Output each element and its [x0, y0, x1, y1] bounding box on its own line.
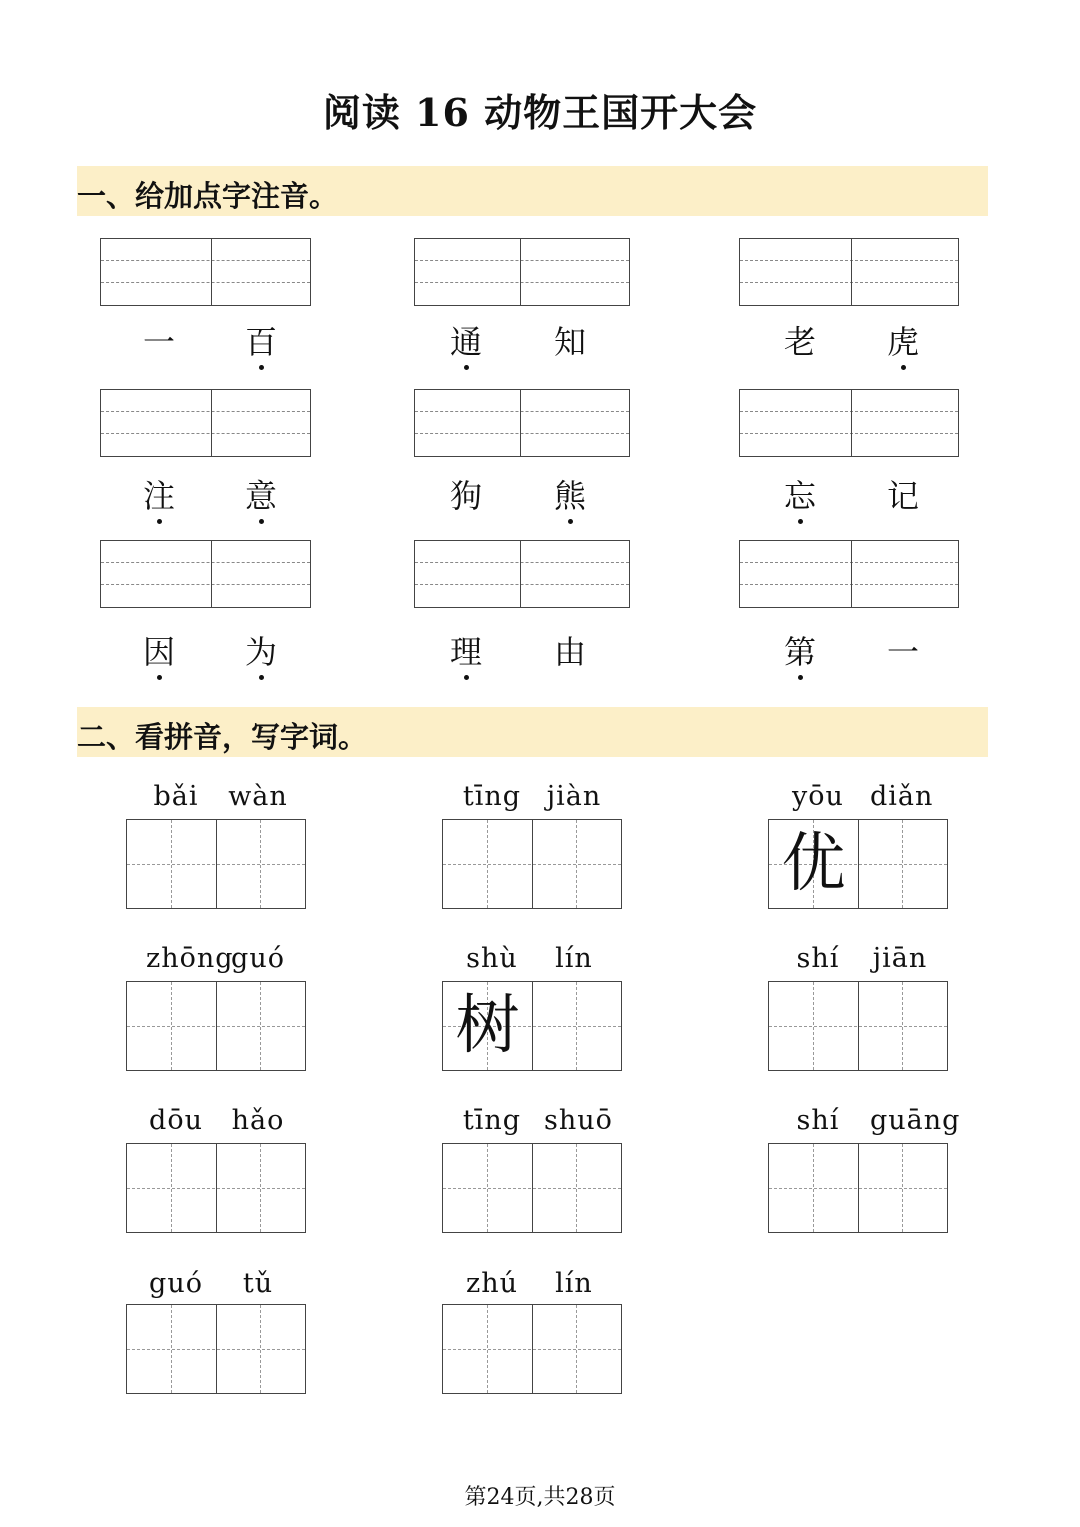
pinyin-answer-box[interactable] — [100, 238, 311, 306]
pinyin-label: yōu — [792, 781, 844, 812]
dotted-character: 通 — [436, 322, 496, 362]
pinyin-label: shù — [466, 943, 518, 974]
writing-grid[interactable] — [442, 1304, 622, 1394]
pinyin-answer-box[interactable] — [414, 389, 630, 457]
pinyin-answer-box[interactable] — [739, 238, 959, 306]
section-1-header — [77, 166, 988, 216]
pinyin-answer-box[interactable] — [100, 389, 311, 457]
writing-grid[interactable] — [126, 819, 306, 909]
pinyin-label: lín — [555, 1268, 593, 1299]
writing-grid[interactable] — [768, 1143, 948, 1233]
dotted-character: 意 — [231, 476, 291, 516]
dotted-character: 注 — [129, 476, 189, 516]
writing-grid[interactable] — [442, 819, 622, 909]
writing-grid[interactable] — [126, 1143, 306, 1233]
pinyin-label: bǎi — [153, 781, 199, 812]
pinyin-label: guó — [149, 1268, 203, 1299]
dotted-character: 理 — [436, 632, 496, 672]
pinyin-label: shuō — [544, 1105, 613, 1136]
dotted-character: 因 — [129, 632, 189, 672]
written-character: 树 — [455, 989, 520, 1063]
word-character: 一 — [142, 323, 175, 361]
writing-grid[interactable] — [768, 819, 948, 909]
section-1-heading: 一、给加点字注音。 — [77, 179, 339, 213]
writing-grid[interactable] — [768, 981, 948, 1071]
dotted-character: 虎 — [873, 322, 933, 362]
dotted-character: 第 — [770, 632, 830, 672]
word-character: 一 — [886, 633, 919, 671]
pinyin-label: diǎn — [870, 781, 934, 812]
pinyin-label: dōu — [149, 1105, 203, 1136]
pinyin-label: guó — [231, 943, 285, 974]
pinyin-answer-box[interactable] — [100, 540, 311, 608]
pinyin-label: shí — [796, 1105, 840, 1136]
pinyin-answer-box[interactable] — [414, 238, 630, 306]
pinyin-label: jiàn — [546, 781, 602, 812]
pinyin-label: tīng — [462, 781, 522, 812]
pinyin-label: tǔ — [242, 1268, 274, 1299]
written-character: 优 — [781, 827, 846, 901]
dotted-character: 为 — [231, 632, 291, 672]
word-character: 知 — [553, 323, 586, 361]
pinyin-label: lín — [555, 943, 593, 974]
pinyin-answer-box[interactable] — [414, 540, 630, 608]
writing-grid[interactable] — [442, 981, 622, 1071]
word-character: 记 — [886, 477, 919, 515]
writing-grid[interactable] — [126, 1304, 306, 1394]
dotted-character: 熊 — [540, 476, 600, 516]
writing-grid[interactable] — [442, 1143, 622, 1233]
pinyin-label: guāng — [870, 1105, 961, 1136]
pinyin-label: zhōng — [146, 943, 234, 974]
section-2-heading: 二、看拼音，写字词。 — [77, 720, 368, 754]
word-character: 狗 — [449, 477, 482, 515]
page-footer: 第24页,共28页 — [464, 1485, 616, 1510]
section-2-header — [77, 707, 988, 757]
dotted-character: 百 — [231, 322, 291, 362]
pinyin-answer-box[interactable] — [739, 540, 959, 608]
dotted-character: 忘 — [770, 476, 830, 516]
pinyin-label: zhú — [465, 1268, 518, 1299]
word-character: 老 — [783, 323, 816, 361]
pinyin-answer-box[interactable] — [739, 389, 959, 457]
pinyin-label: shí — [796, 943, 840, 974]
writing-grid[interactable] — [126, 981, 306, 1071]
page-title: 阅读 16 动物王国开大会 — [322, 90, 758, 135]
pinyin-label: hǎo — [231, 1105, 285, 1136]
pinyin-label: wàn — [228, 781, 288, 812]
pinyin-label: tīng — [462, 1105, 522, 1136]
word-character: 由 — [553, 633, 586, 671]
pinyin-label: jiān — [872, 943, 928, 974]
